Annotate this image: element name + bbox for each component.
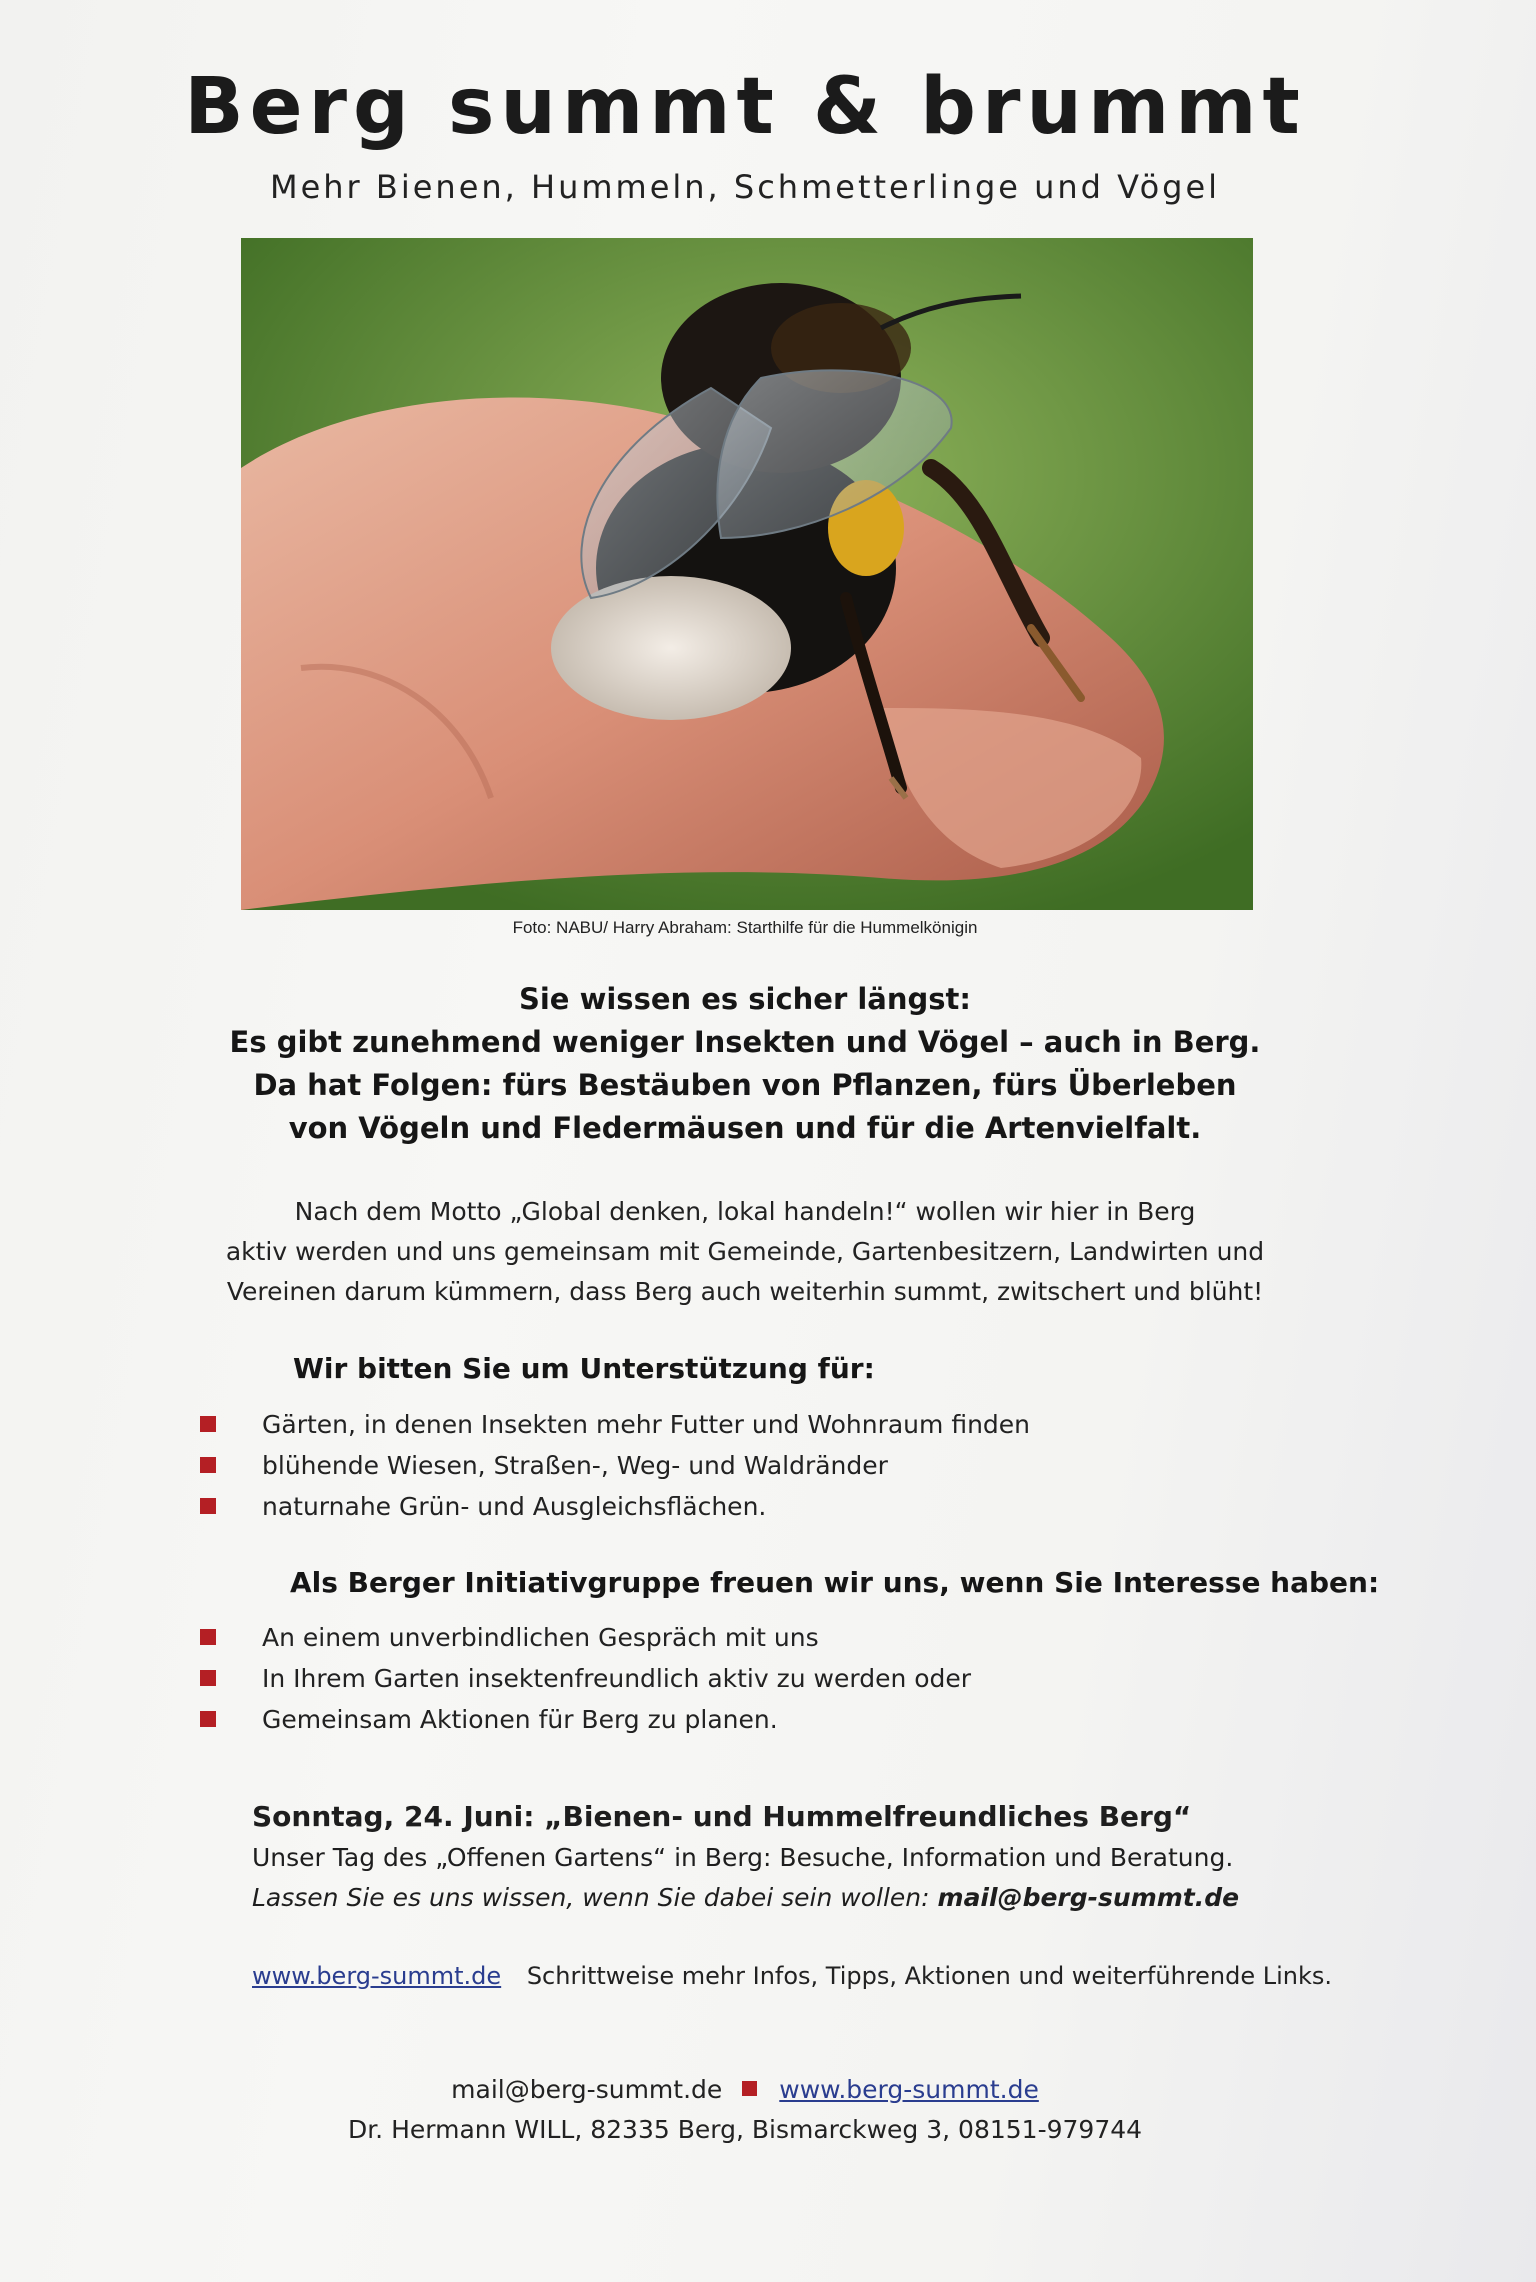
- lead-line: Es gibt zunehmend weniger Insekten und Vögel – auch in Berg.: [229, 1025, 1261, 1059]
- support-list: [196, 1404, 1030, 1527]
- lead-paragraph: [0, 978, 1490, 1150]
- bullet-square-icon: [200, 1498, 216, 1514]
- lead-line: Da hat Folgen: fürs Bestäuben von Pflanzen, fürs Überleben: [253, 1068, 1237, 1102]
- interest-list: [196, 1617, 971, 1740]
- support-heading: Wir bitten Sie um Unterstützung für:: [293, 1352, 875, 1385]
- list-item: [196, 1486, 1030, 1527]
- event-title: Sonntag, 24. Juni: „Bienen- und Hummelfreundliches Berg“: [252, 1800, 1192, 1833]
- event-rsvp: [252, 1878, 1402, 1918]
- motto-line: Nach dem Motto „Global denken, lokal handeln!“ wollen wir hier in Berg: [294, 1197, 1196, 1226]
- footer-address: Dr. Hermann WILL, 82335 Berg, Bismarckweg 3, 08151-979744: [347, 2115, 1143, 2144]
- contact-footer: [0, 2070, 1490, 2150]
- motto-line: Vereinen darum kümmern, dass Berg auch weiterhin summt, zwitschert und blüht!: [226, 1277, 1264, 1306]
- website-link[interactable]: www.berg-summt.de: [252, 1962, 502, 1990]
- list-item-text: blühende Wiesen, Straßen-, Weg- und Waldränder: [262, 1451, 888, 1480]
- event-description: Unser Tag des „Offenen Gartens“ in Berg: Besuche, Information und Beratung.: [252, 1843, 1234, 1872]
- website-description: Schrittweise mehr Infos, Tipps, Aktionen und weiterführende Links.: [526, 1962, 1333, 1990]
- photo-caption: Foto: NABU/ Harry Abraham: Starthilfe für die Hummelkönigin: [512, 918, 978, 937]
- list-item: [196, 1699, 971, 1740]
- bullet-square-icon: [200, 1416, 216, 1432]
- list-item-text: Gemeinsam Aktionen für Berg zu planen.: [262, 1705, 778, 1734]
- footer-contact-row: [0, 2070, 1490, 2110]
- footer-website-link[interactable]: www.berg-summt.de: [779, 2075, 1039, 2104]
- separator-square-icon: [742, 2081, 757, 2096]
- list-item-text: An einem unverbindlichen Gespräch mit uns: [262, 1623, 819, 1652]
- list-item: [196, 1658, 971, 1699]
- bumblebee-photo: [241, 238, 1253, 910]
- page-title: Berg summt & brummt: [184, 62, 1306, 152]
- bullet-square-icon: [200, 1670, 216, 1686]
- list-item-text: naturnahe Grün- und Ausgleichsflächen.: [262, 1492, 767, 1521]
- motto-paragraph: [130, 1192, 1360, 1312]
- website-row: [252, 1962, 1332, 1990]
- lead-line: Sie wissen es sicher längst:: [518, 982, 972, 1016]
- lead-line: von Vögeln und Fledermäusen und für die Artenvielfalt.: [288, 1111, 1202, 1145]
- event-rsvp-text: Lassen Sie es uns wissen, wenn Sie dabei sein wollen:: [252, 1883, 930, 1912]
- list-item: [196, 1617, 971, 1658]
- bullet-square-icon: [200, 1711, 216, 1727]
- list-item: [196, 1445, 1030, 1486]
- motto-line: aktiv werden und uns gemeinsam mit Gemeinde, Gartenbesitzern, Landwirten und: [225, 1237, 1265, 1266]
- bumblebee-on-finger-illustration: [241, 238, 1253, 910]
- list-item-text: Gärten, in denen Insekten mehr Futter und Wohnraum finden: [262, 1410, 1031, 1439]
- bullet-square-icon: [200, 1629, 216, 1645]
- list-item-text: In Ihrem Garten insektenfreundlich aktiv zu werden oder: [262, 1664, 972, 1693]
- event-rsvp-email[interactable]: mail@berg-summt.de: [937, 1883, 1240, 1912]
- footer-email[interactable]: mail@berg-summt.de: [451, 2075, 723, 2104]
- page-subtitle: Mehr Bienen, Hummeln, Schmetterlinge und Vögel: [269, 168, 1221, 206]
- list-item: [196, 1404, 1030, 1445]
- event-section: [252, 1796, 1402, 1918]
- interest-heading: Als Berger Initiativgruppe freuen wir uns, wenn Sie Interesse haben:: [290, 1566, 1380, 1599]
- bullet-square-icon: [200, 1457, 216, 1473]
